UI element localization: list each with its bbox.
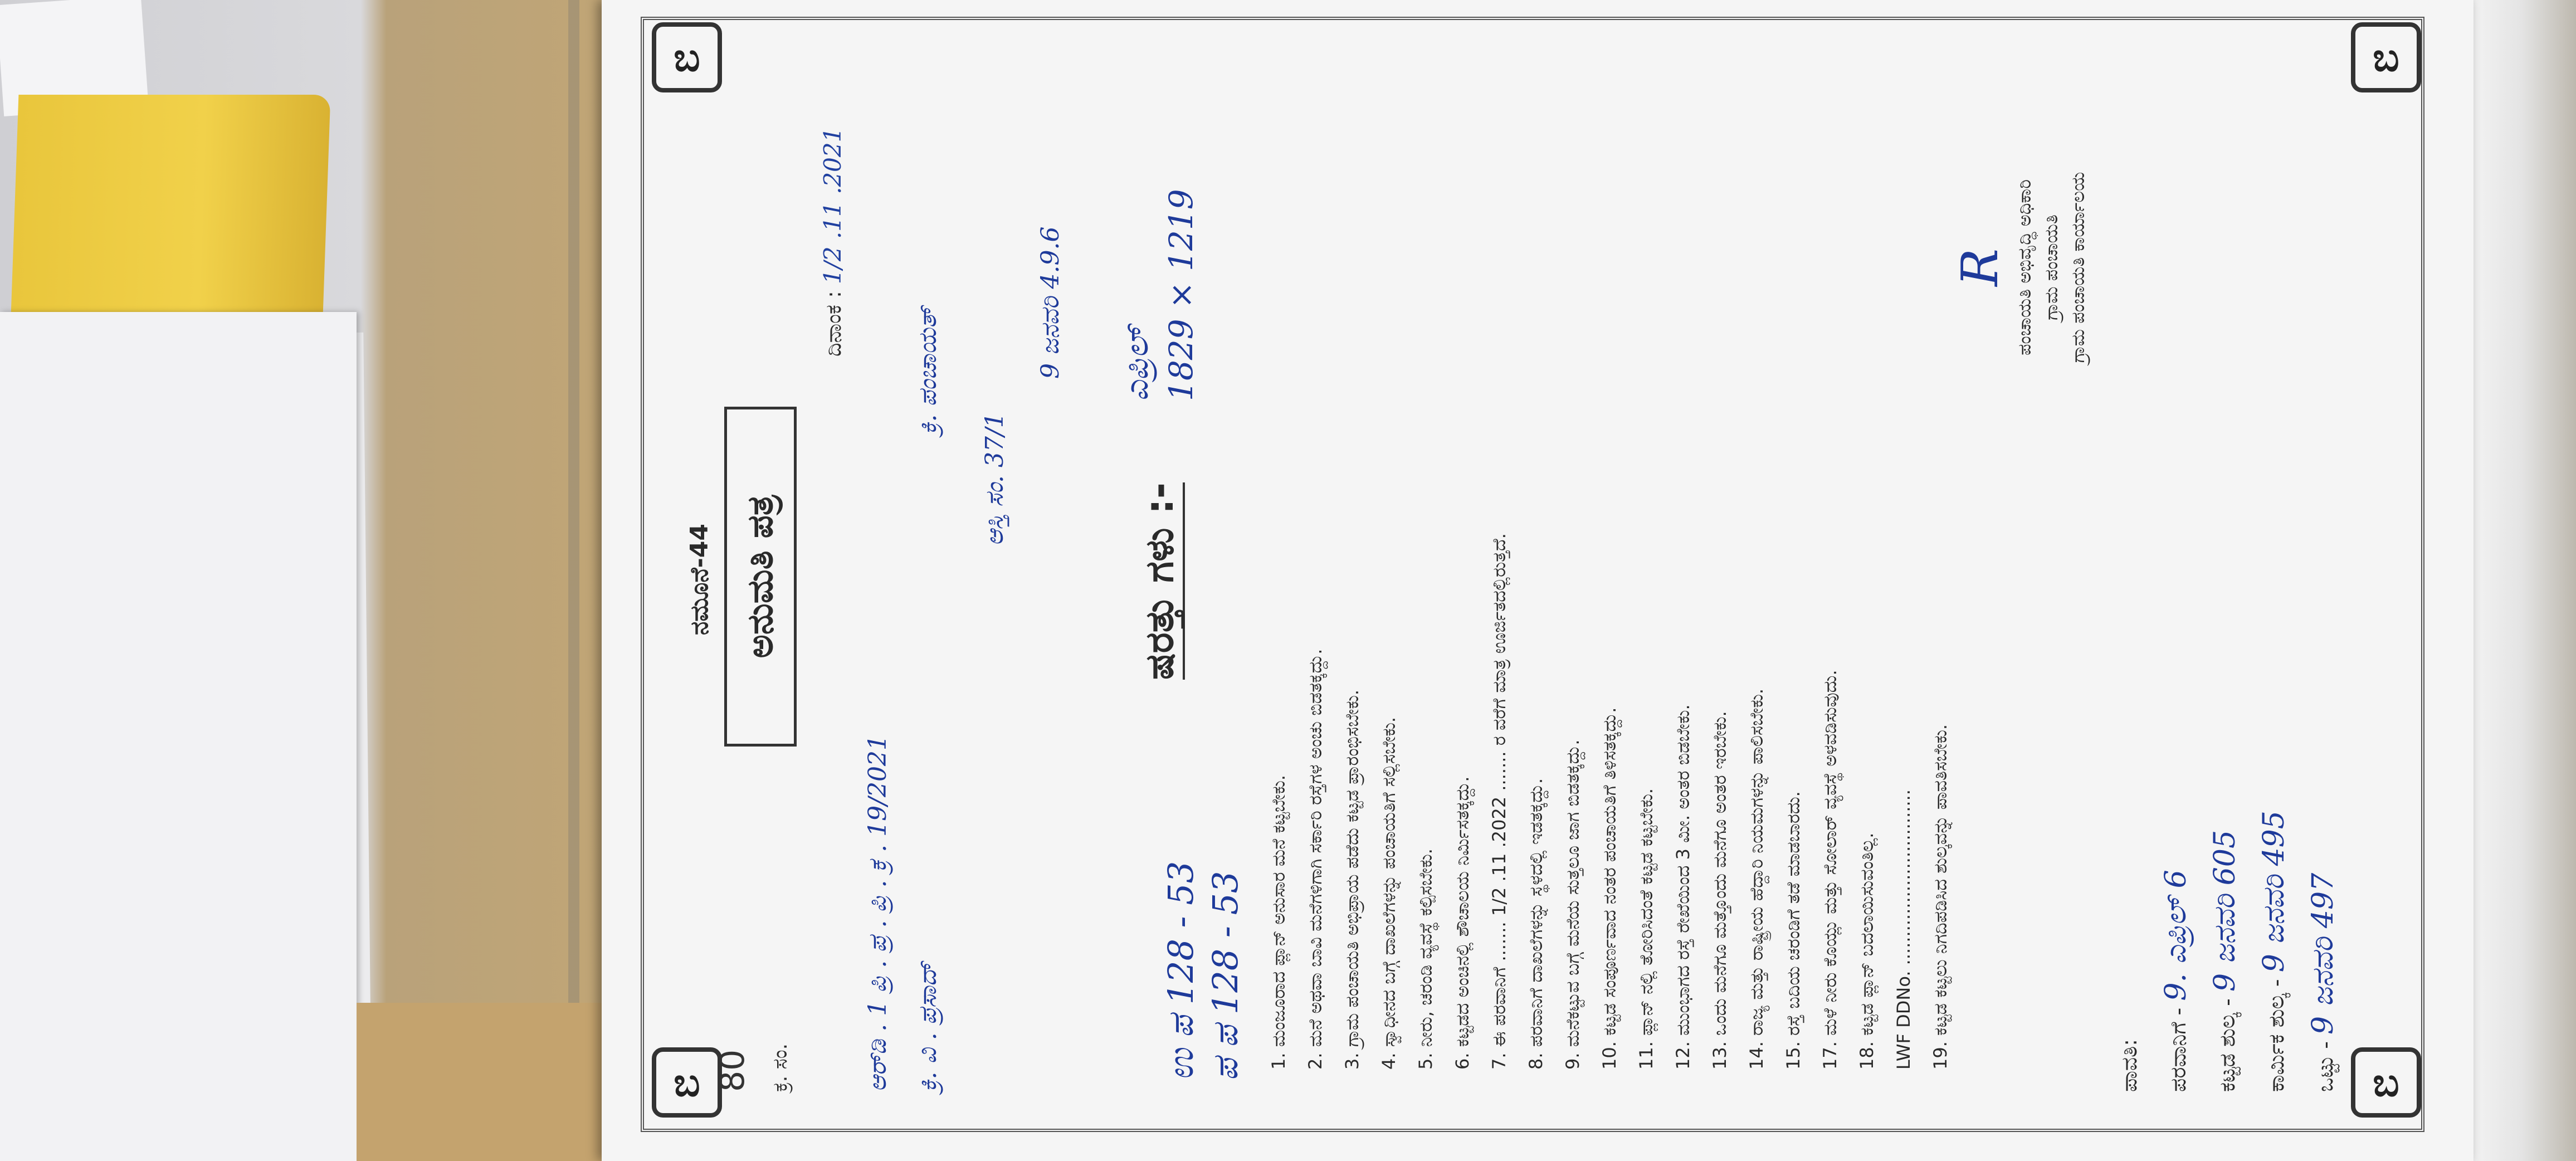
conditions-list [1260,33,1959,1092]
application-date: 9 ಜನವರಿ 4.9.6 [1036,226,1065,379]
dimension-line: ಎಪ್ರಿಲ್ [1118,326,1155,401]
list-item: 2. ಮನೆ ಅಥವಾ ಬಾವಿ ಮನೆಗಳಿಗಾಗಿ ಸರ್ಕಾರಿ ರಸ್ತೆಗಳ ಅಂಚು ಬಿಡತಕ್ಕದ್ದು. [1305,648,1326,1070]
dimension-line: ಉ ಪ 128 - 53 [1160,861,1201,1081]
dimensions-left [1159,861,1248,1081]
corner-ornament-top-left: ಬ [652,22,722,92]
list-item: 9. ಮನೆಕಟ್ಟುವ ಬಗ್ಗೆ ಮನೆಯ ಸುತ್ತಲೂ ಜಾಗ ಬಿಡತಕ್ಕದ್ದು. [1562,739,1583,1070]
reference-number: ಆರ್‌ಡಿ . 1 ಪ್ರಿ . ಪ್ರ . ಪ್ರಿ . ಕ್ರ . 19/2021 [863,735,892,1092]
list-item: 18. ಕಟ್ಟಡ ಪ್ಲಾನ್ ಬದಲಾಯಿಸುವಂತಿಲ್ಲ. [1856,832,1877,1070]
payment-row [2202,811,2251,1092]
list-item: 6. ಕಟ್ಟಡದ ಅಂಚಿನಲ್ಲಿ ಶೌಚಾಲಯ ನಿರ್ಮಿಸತಕ್ಕದ್ದು. [1452,776,1473,1070]
list-item: 8. ಪರವಾನಿಗೆ ದಾಖಲೆಗಳನ್ನು ಸ್ಥಳದಲ್ಲಿ ಇಡತಕ್ಕದ್ದು. [1525,778,1546,1070]
payment-row-label: ಪರವಾನಿಗೆ - [2166,1007,2190,1092]
list-item: 7. ಈ ಪರವಾನಿಗೆ ....... 1/2 .11 .2022 ....... ರ ವರೆಗೆ ಮಾತ್ರ ಊರ್ಜಿತದಲ್ಲಿರುತ್ತದೆ. [1489,533,1510,1070]
signatory-stamp: ಗ್ರಾಮ ಪಂಚಾಯತಿ [2041,214,2062,320]
serial-number: 80 [713,1049,752,1092]
list-item: 15. ರಸ್ತೆ ಬದಿಯ ಚರಂಡಿಗೆ ತಡೆ ಮಾಡಬಾರದು. [1783,791,1804,1070]
signature: R [1951,248,2009,286]
paper-sheet-left [0,312,357,1161]
payment-row [2153,811,2202,1092]
corner-ornament-bottom-left: ಬ [652,1047,722,1118]
list-item: 19. ಕಟ್ಟಡ ಕಟ್ಟಲು ನಿಗದಿಪಡಿಸಿದ ಶುಲ್ಕವನ್ನು ಪಾವತಿಸಬೇಕು. [1930,724,1951,1070]
form-number: ನಮೂನೆ-44 [685,523,714,636]
corner-ornament-bottom-right: ಬ [2351,1047,2421,1118]
payment-row [2251,811,2300,1092]
survey-number: ಆಸ್ತಿ ಸಂ. 37/1 [980,412,1009,546]
list-item: 5. ನೀರು, ಚರಂಡಿ ವ್ಯವಸ್ಥೆ ಕಲ್ಪಿಸಬೇಕು. [1415,848,1436,1070]
list-item: 17. ಮಳೆ ನೀರು ಕೊಯ್ಲು ಮತ್ತು ಸೋಲಾರ್ ವ್ಯವಸ್ಥೆ ಅಳವಡಿಸುವುದು. [1819,670,1841,1070]
list-item: 3. ಗ್ರಾಮ ಪಂಚಾಯತಿ ಅಭಿಪ್ರಾಯ ಪಡೆದು ಕಟ್ಟಡ ಪ್ರಾರಂಭಿಸಬೇಕು. [1341,689,1363,1070]
signature-block [1950,100,2091,435]
serial-label: ಕ್ರ. ಸಂ. [769,1043,792,1092]
payment-row-label: ಕಟ್ಟಡ ಶುಲ್ಕ - [2215,998,2240,1092]
payment-row-value: 9 ಜನವರಿ 495 [2257,811,2291,973]
date-line [819,128,846,357]
date-label: ದಿನಾಂಕ : [821,291,846,357]
list-item: 13. ಒಂದು ಮನೆಗೂ ಮತ್ತೊಂದು ಮನೆಗೂ ಅಂತರ ಇರಬೇಕು. [1709,711,1730,1070]
applicant-name: ಕ್ರಿ. ವಿ . ಪ್ರಸಾದ್ [914,962,942,1092]
list-item: 14. ರಾಜ್ಯ ಮತ್ತು ರಾಷ್ಟ್ರೀಯ ಹೆದ್ದಾರಿ ನಿಯಮಗಳನ್ನು ಪಾಲಿಸಬೇಕು. [1746,688,1767,1070]
dimensions-right [1114,189,1203,401]
applicant-father: ಕ್ರಿ. ಪಂಚಾಯತ್ [914,307,942,435]
payment-row-value: 9. ಎಪ್ರಿಲ್ 6 [2159,870,2193,1001]
date-value: 1/2 .11 .2021 [819,127,846,284]
list-item: 4. ಸ್ವಾಧೀನದ ಬಗ್ಗೆ ದಾಖಲೆಗಳನ್ನು ಪಂಚಾಯತಿಗೆ ಸಲ್ಲಿಸಬೇಕು. [1378,716,1399,1070]
permit-form [680,56,2373,1103]
signatory-title: ಪಂಚಾಯತಿ ಅಭಿವೃದ್ಧಿ ಅಧಿಕಾರಿ [2014,179,2035,355]
payment-label: ಪಾವತಿ: [2117,1038,2141,1092]
list-item: 1. ಮಂಜೂರಾದ ಪ್ಲಾನ್ ಅನುಸಾರ ಮನೆ ಕಟ್ಟಬೇಕು. [1268,774,1289,1070]
dimension-line: ಪ ಪ 128 - 53 [1205,871,1246,1081]
payment-row-label: ಒಟ್ಟು - [2313,1041,2338,1092]
list-item: LWF DDNo. ............................... [1893,789,1914,1070]
list-item: 10. ಕಟ್ಟಡ ಸಂಪೂರ್ಣವಾದ ನಂತರ ಪಂಚಾಯತಿಗೆ ತಿಳಿಸತಕ್ಕದ್ದು. [1599,707,1620,1070]
conditions-heading: ಷರತ್ತು ಗಳು :- [1136,482,1185,680]
list-item: 12. ಮುಂಭಾಗದ ರಸ್ತೆ ರೇಖೆಯಿಂದ 3 ಮೀ. ಅಂತರ ಬಿಡಬೇಕು. [1672,704,1694,1070]
payment-row [2300,811,2349,1092]
payment-row-value: 9 ಜನವರಿ 497 [2306,872,2340,1035]
dimension-line: 1829 × 1219 [1162,189,1200,401]
binder-edge [568,0,579,1161]
payment-block [2106,811,2349,1092]
page-title: ಅನುಮತಿ ಪತ್ರ [724,407,797,747]
list-item: 11. ಪ್ಲಾನ್ ನಲ್ಲಿ ತೋರಿಸಿದಂತೆ ಕಟ್ಟಡ ಕಟ್ಟಬೇಕು. [1636,788,1657,1070]
corner-ornament-top-right: ಬ [2351,22,2421,92]
signatory-place: ಗ್ರಾಮ ಪಂಚಾಯತಿ ಕಾರ್ಯಾಲಯ [2067,172,2089,363]
payment-row-label: ಕಾರ್ಮಿಕ ಶುಲ್ಕ - [2264,979,2289,1092]
payment-row-value: 9 ಜನವರಿ 605 [2208,830,2242,992]
permit-document [602,0,2473,1161]
